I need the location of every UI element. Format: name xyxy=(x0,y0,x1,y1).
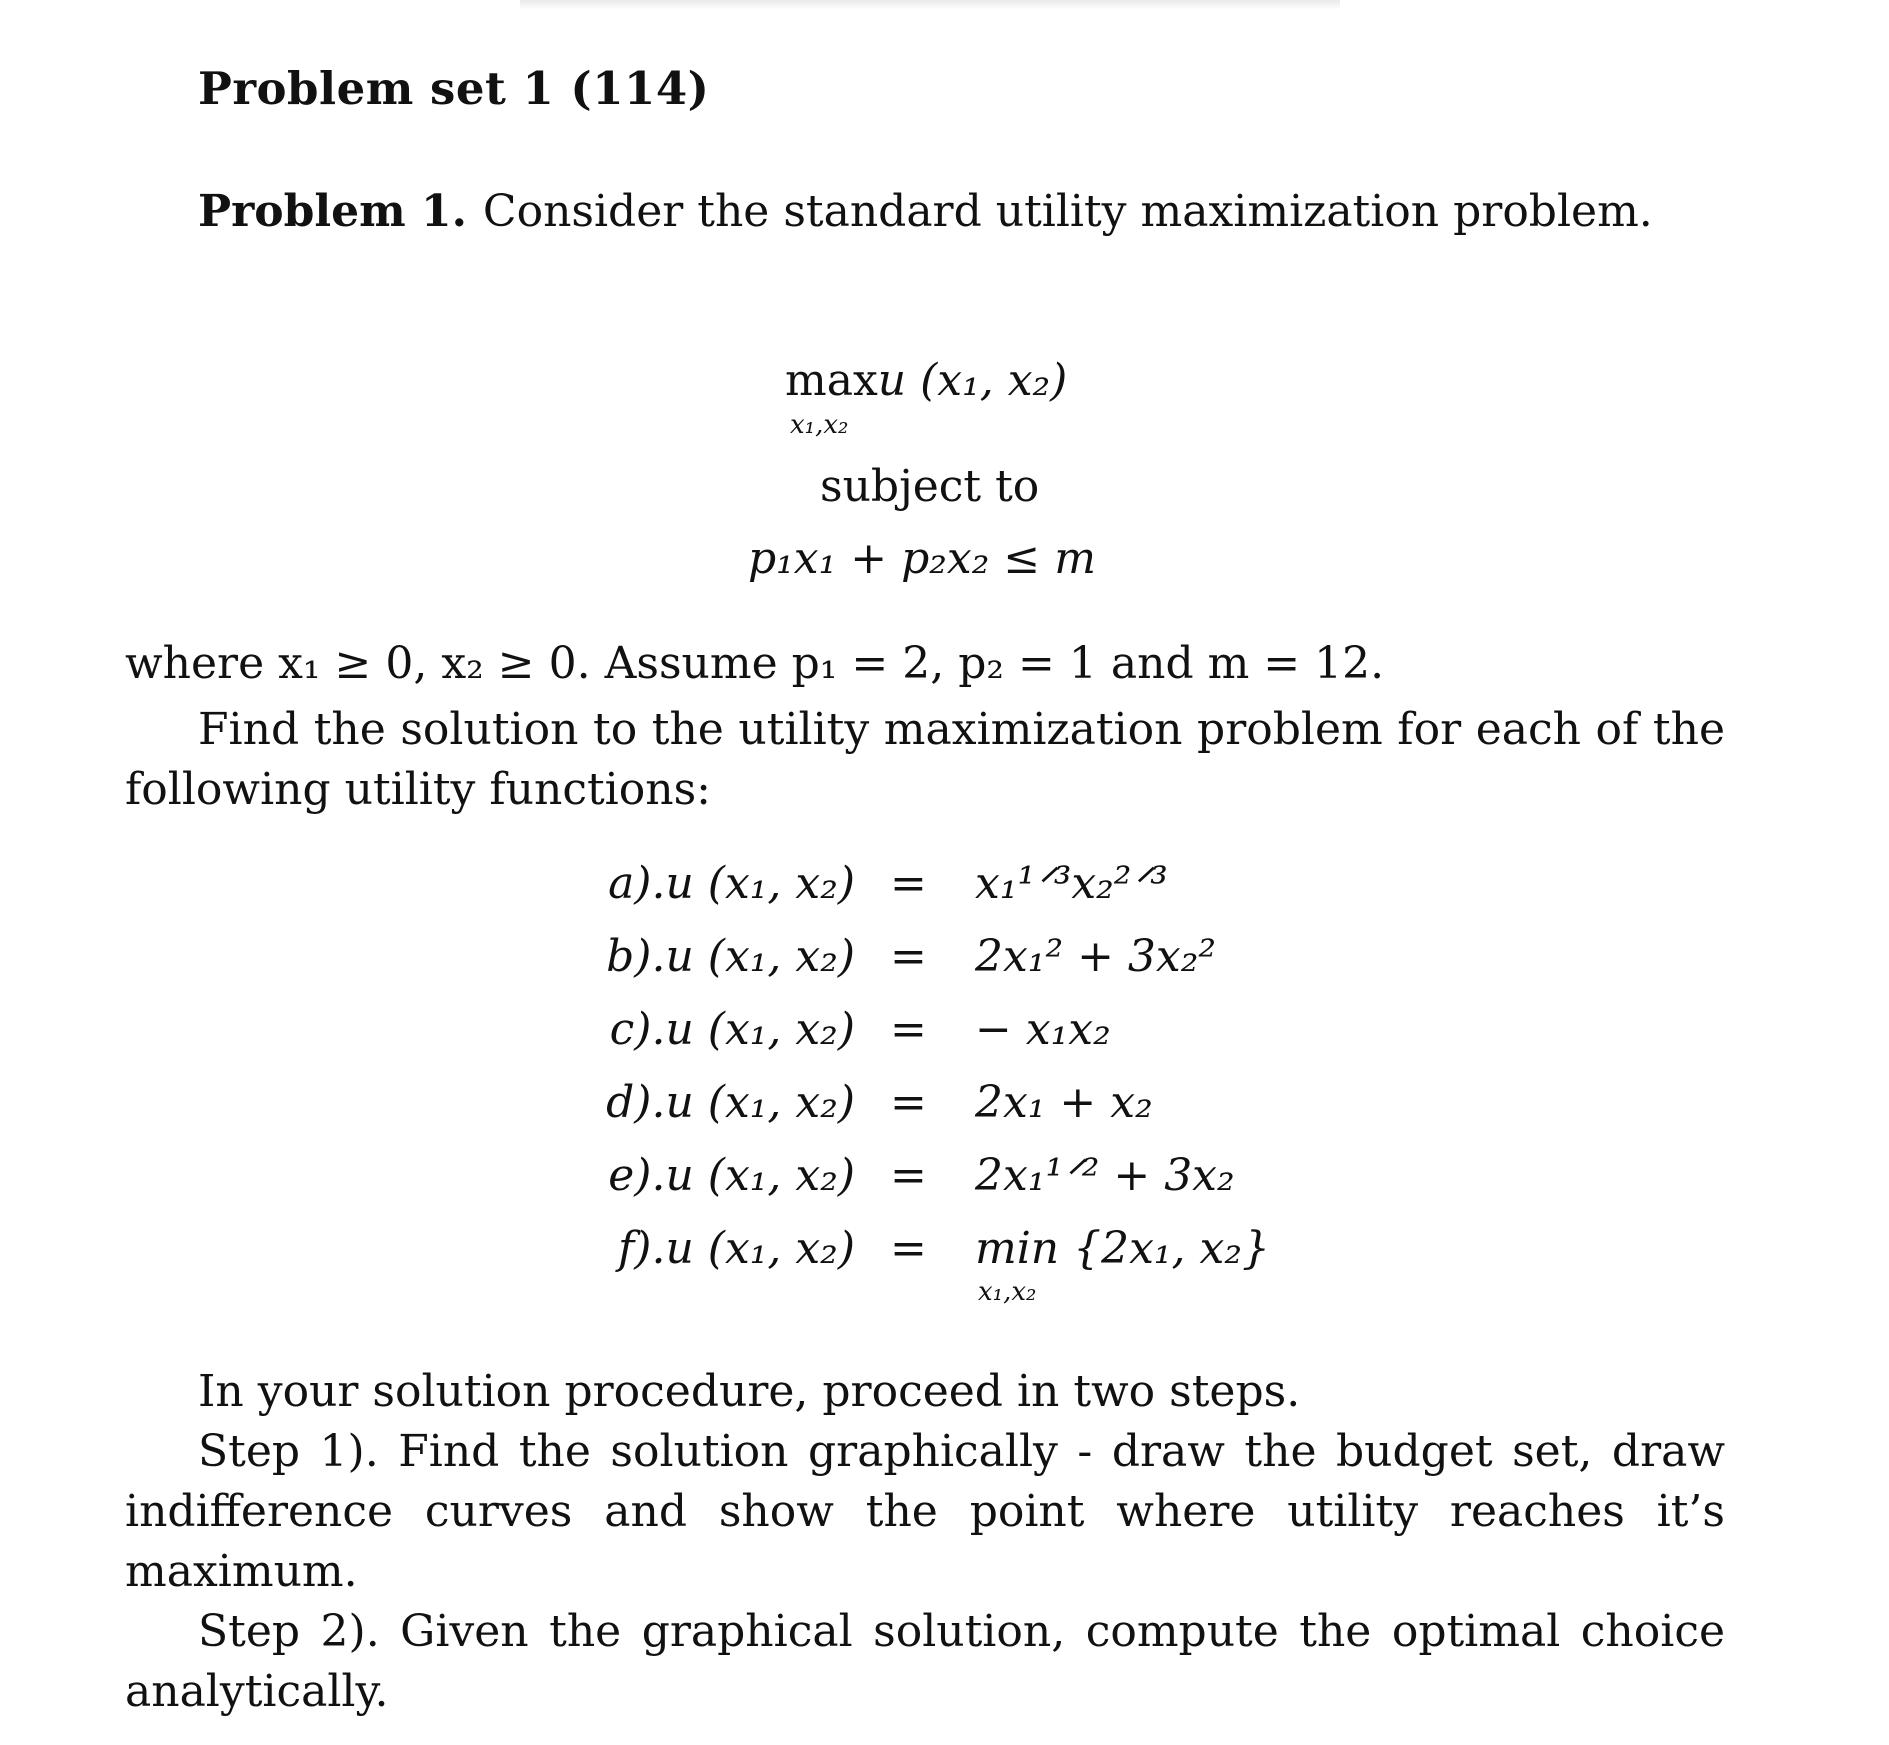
page-title: Problem set 1 (114) xyxy=(198,62,710,115)
equals-sign: = xyxy=(890,931,927,982)
utility-expression: 2x₁¹ᐟ² + 3x₂ xyxy=(975,1150,1235,1201)
utility-label: a).u (x₁, x₂) xyxy=(608,858,855,909)
steps-intro: In your solution procedure, proceed in two steps. xyxy=(198,1366,1301,1417)
min-subscript: x₁,x₂ xyxy=(978,1277,1037,1307)
utility-expression: min {2x₁, x₂} xyxy=(975,1223,1270,1274)
utility-label: f).u (x₁, x₂) xyxy=(618,1223,855,1274)
budget-constraint: p₁x₁ + p₂x₂ ≤ m xyxy=(748,533,1096,584)
steps-section xyxy=(125,1362,1725,1722)
utility-expression: x₁¹ᐟ³x₂²ᐟ³ xyxy=(975,858,1168,909)
utility-expression: 2x₁ + x₂ xyxy=(975,1077,1153,1128)
equals-sign: = xyxy=(890,1223,927,1274)
assumptions-line: where x₁ ≥ 0, x₂ ≥ 0. Assume p₁ = 2, p₂ = 1 and m = 12. xyxy=(125,638,1385,689)
problem-intro xyxy=(198,186,1653,237)
instructions-paragraph: Find the solution to the utility maximization problem for each of the following utility functions: xyxy=(125,704,1725,815)
utility-label: b).u (x₁, x₂) xyxy=(606,931,855,982)
utility-label: e).u (x₁, x₂) xyxy=(608,1150,855,1201)
subject-to-label: subject to xyxy=(820,461,1040,512)
problem-intro-text: Consider the standard utility maximization problem. xyxy=(482,186,1653,237)
equals-sign: = xyxy=(890,858,927,909)
utility-expression: 2x₁² + 3x₂² xyxy=(975,931,1217,982)
step-2: Step 2). Given the graphical solution, compute the optimal choice analytically. xyxy=(125,1606,1725,1717)
objective-line xyxy=(785,355,1067,406)
step-1: Step 1). Find the solution graphically - draw the budget set, draw indifference curves and show the point where utility reaches it’s maximum. xyxy=(125,1426,1725,1597)
max-subscript: x₁,x₂ xyxy=(790,410,849,440)
equals-sign: = xyxy=(890,1077,927,1128)
max-operator: max xyxy=(785,355,878,406)
equals-sign: = xyxy=(890,1004,927,1055)
utility-label: d).u (x₁, x₂) xyxy=(606,1077,855,1128)
equals-sign: = xyxy=(890,1150,927,1201)
utility-expression: − x₁x₂ xyxy=(975,1004,1111,1055)
problem-label: Problem 1. xyxy=(198,186,467,237)
utility-label: c).u (x₁, x₂) xyxy=(609,1004,855,1055)
objective-function: u (x₁, x₂) xyxy=(877,355,1068,406)
